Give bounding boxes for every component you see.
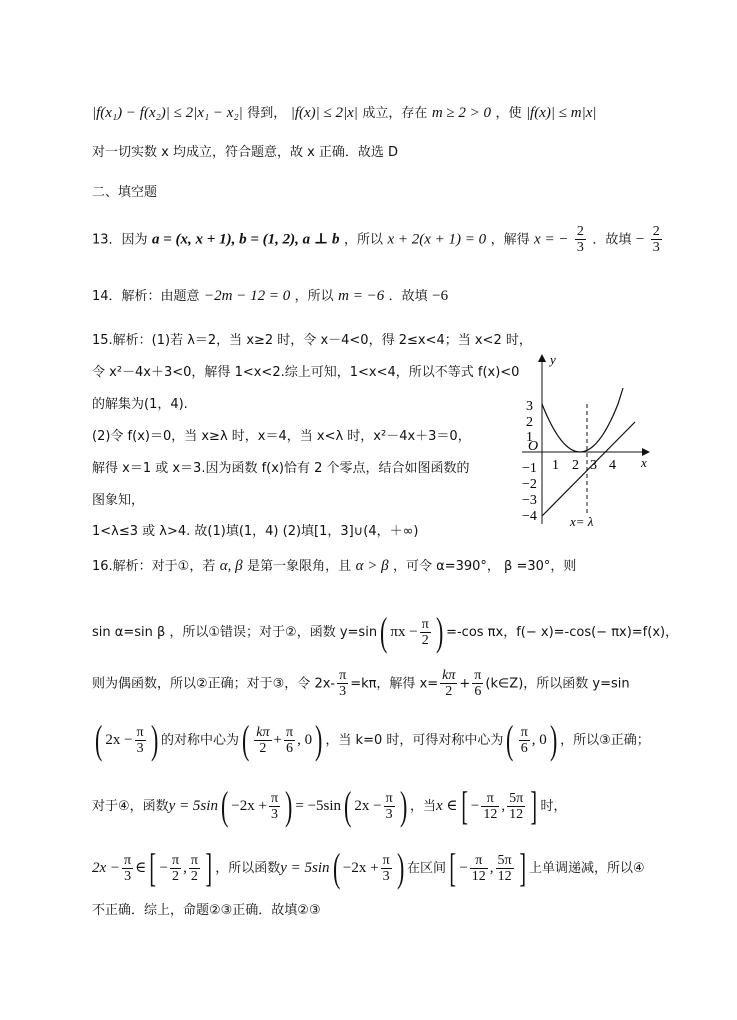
q16-line-7: 不正确．综上，命题②③正确．故填②③ [92, 903, 321, 918]
q15-line-2: 令 x²－4x＋3<0，解得 1<x<2.综上可知，1<x<4，所以不等式 f(x)<0 [92, 365, 520, 380]
math-expr: −6 [432, 288, 449, 304]
q16-line-1: 16.解析：对于①，若 α, β 是第一象限角，且 α > β ，可令 α=390°， β =30°，则 [92, 558, 577, 574]
question-14: 14．解析：由题意 −2m − 12 = 0 ，所以 m = −6 ．故填 −6 [92, 288, 449, 304]
q15-line-7: 1<λ≤3 或 λ>4. 故(1)填(1，4) (2)填[1，3]∪(4，＋∞) [92, 524, 419, 539]
x-tick-2: 2 [572, 458, 579, 473]
y-tick-neg4: −4 [522, 509, 537, 524]
x-tick-3: 3 [590, 458, 597, 473]
q15-line-4: (2)令 f(x)＝0，当 x≥λ 时，x＝4，当 x<λ 时，x²－4x＋3＝0， [92, 429, 471, 444]
y-tick-neg3: −3 [522, 493, 537, 508]
x-axis-label: x [641, 455, 647, 470]
math-expr: |f(x₁) − f(x₂)| ≤ 2|x₁ − x₂| [92, 105, 243, 121]
parabola-curve [542, 388, 623, 452]
question-13: 13．因为 a = (x, x + 1), b = (1, 2), a ⊥ b ，所以 x + 2(x + 1) = 0 ，解得 x = − $\frac{2}{3}$ ．故填 − $\frac{2}{3}$ [92, 224, 660, 255]
q16-line-5: 对于④，函数y = 5sin( −2x + $\frac{\pi}{3}$ ) = −5sin( 2x − $\frac{\pi}{3}$ ) ，当x ∈[ − $\frac{\pi}{12}$ , $\frac{5\pi}{12}$ ] 时， [92, 783, 567, 828]
text-line-2: 对一切实数 x 均成立，符合题意，故 x 正确．故选 D [92, 145, 399, 160]
y-tick-neg1: −1 [522, 461, 537, 476]
q16-line-6: 2x − $\frac{\pi}{3}$ ∈[ − $\frac{\pi}{2}$ , $\frac{\pi}{2}$ ] ，所以函数y = 5sin( −2x + $\frac{\pi}{3}$ ) 在区间[ − $\frac{\pi}{12}$ , $\frac{5\pi}{12}$ ] 上单调递减，所以④ [92, 845, 645, 890]
x-tick-4: 4 [609, 458, 616, 473]
y-tick-2: 2 [526, 415, 533, 430]
q16-line-3: 则为偶函数，所以②正确；对于③，令 2x- $\frac{\pi}{3}$ =kπ，解得 x= $\frac{k\pi}{2}$ + $\frac{\pi}{6}$ (k∈Z)，所以函数 y=sin [92, 668, 630, 699]
y-axis-label: y [550, 352, 556, 367]
math-expr: x = − [534, 231, 569, 248]
q15-line-6: 图象知， [92, 493, 145, 508]
text-line-1: |f(x₁) − f(x₂)| ≤ 2|x₁ − x₂| 得到， |f(x)| ≤ 2|x| 成立，存在 m ≥ 2 > 0 ，使 |f(x)| ≤ m|x| [92, 105, 597, 121]
math-expr: a = (x, x + 1), b = (1, 2), a ⊥ b [152, 231, 340, 248]
x-tick-1: 1 [552, 458, 559, 473]
math-expr: x + 2(x + 1) = 0 [387, 231, 487, 248]
q15-line-5: 解得 x＝1 或 x＝3.因为函数 f(x)恰有 2 个零点，结合如图函数的 [92, 461, 470, 476]
q15-line-3: 的解集为(1，4). [92, 397, 188, 412]
q16-line-4: ( 2x − $\frac{\pi}{3}$ ) 的对称中心为( $\frac{k\pi}{2}$ + $\frac{\pi}{6}$ , 0) ，当 k=0 时，可得对称中心为( $\frac{\pi}{6}$ , 0) ，所以③正确； [94, 717, 650, 762]
y-tick-neg2: −2 [522, 477, 537, 492]
math-expr: |f(x)| ≤ 2|x| [290, 105, 358, 121]
fraction: $\frac{2}{3}$ [652, 224, 660, 255]
fraction: $\frac{2}{3}$ [576, 224, 584, 255]
y-tick-3: 3 [526, 399, 533, 414]
math-expr: m ≥ 2 > 0 [431, 105, 492, 121]
y-tick-1: 1 [526, 430, 533, 445]
function-graph [520, 352, 660, 530]
q16-line-2: sin α=sin β ，所以①错误；对于②，函数 y=sin( πx − $\frac{\pi}{2}$ ) =-cos πx，f(− x)=-cos(− πx)=f(x)， [92, 609, 679, 654]
section-title: 二、填空题 [92, 185, 158, 200]
q15-line-1: 15.解析：(1)若 λ＝2，当 x≥2 时，令 x－4<0，得 2≤x<4；当 x<2 时， [92, 333, 532, 348]
origin-label: O [528, 439, 539, 454]
lambda-label: x= λ [570, 514, 594, 529]
math-expr: −2m − 12 = 0 [204, 288, 291, 304]
math-expr: m = −6 [338, 288, 385, 304]
math-expr: |f(x)| ≤ m|x| [525, 105, 597, 121]
